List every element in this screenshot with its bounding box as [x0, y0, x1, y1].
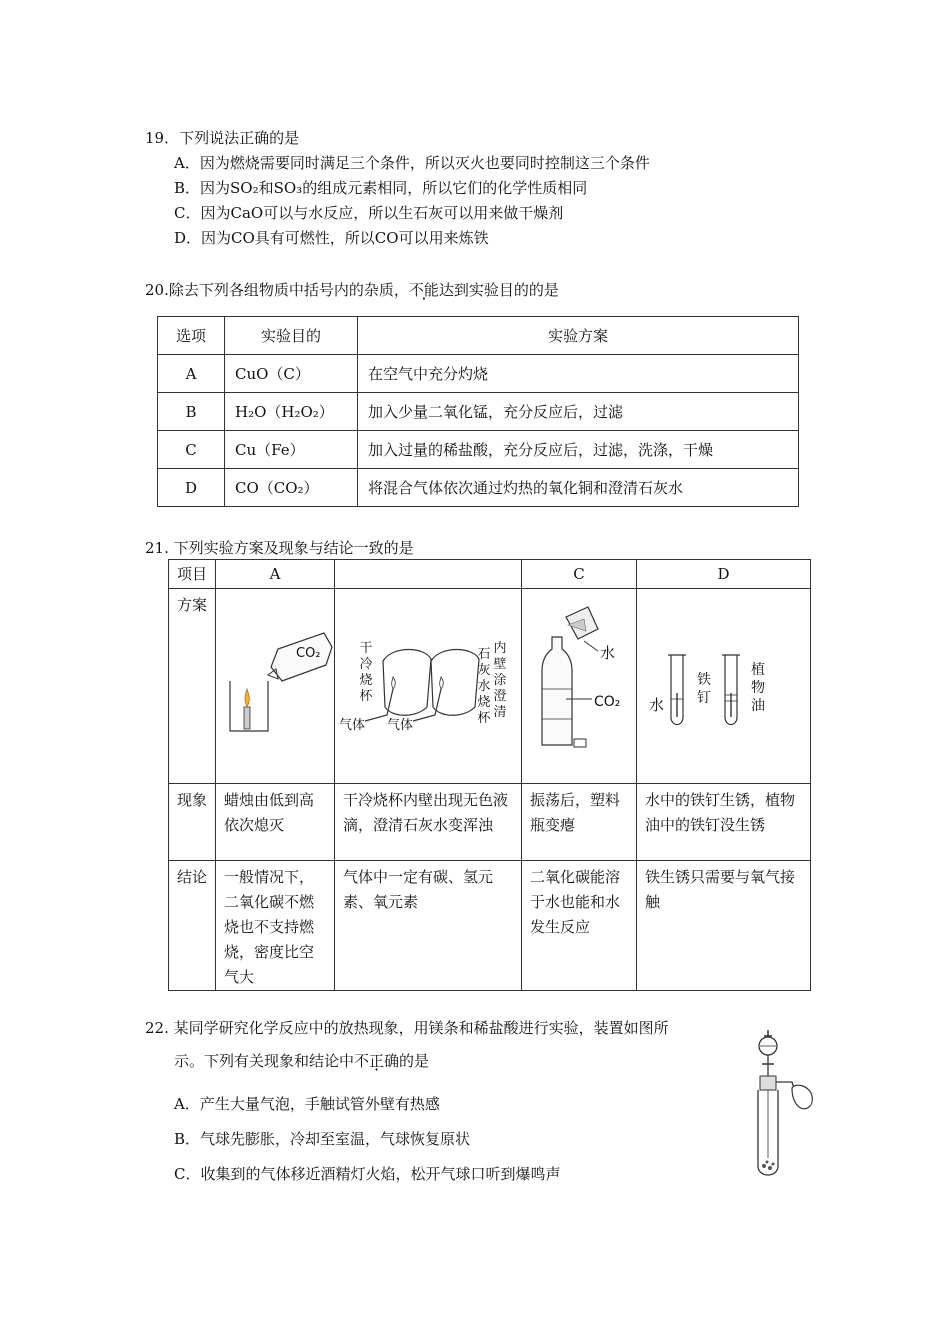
- q20-header-plan: 实验方案: [358, 317, 799, 355]
- q21-phenomenon-d: 水中的铁钉生锈，植物油中的铁钉没生锈: [637, 784, 811, 861]
- label-vegetable-oil: 植物油: [751, 662, 765, 714]
- q21-label-conclusion: 结论: [169, 861, 216, 991]
- q20-row-a-plan: 在空气中充分灼烧: [358, 355, 799, 393]
- q21-phenomenon-a: 蜡烛由低到高依次熄灭: [216, 784, 335, 861]
- table-row: [158, 431, 799, 469]
- q21-stem: 21. 下列实验方案及现象与结论一致的是: [145, 539, 414, 557]
- q19-stem: 19．下列说法正确的是: [145, 129, 300, 147]
- q19-option-d: D．因为CO具有可燃性，所以CO可以用来炼铁: [174, 229, 489, 247]
- q20-row-b-plan: 加入少量二氧化锰，充分反应后，过滤: [358, 393, 799, 431]
- q21-conclusion-c: 二氧化碳能溶于水也能和水发生反应: [522, 861, 637, 991]
- label-gas-2: 气体: [387, 718, 414, 733]
- q21-phenomenon-b: 干冷烧杯内壁出现无色液滴，澄清石灰水变浑浊: [335, 784, 522, 861]
- candle-beaker-diagram: [216, 589, 342, 779]
- q21-diagram-c: [522, 589, 637, 784]
- table-row: [158, 469, 799, 507]
- q20-row-a-goal: CuO（C）: [225, 355, 358, 393]
- label-co2-bottle: CO₂: [296, 646, 321, 661]
- q20-stem-post: 达到实验目的的是: [438, 281, 559, 299]
- q22-stem-line2: [174, 1051, 429, 1071]
- q21-phenomenon-c: 振荡后，塑料瓶变瘪: [522, 784, 637, 861]
- q21-header-d: D: [637, 560, 811, 589]
- q21-conclusion-d: 铁生锈只需要与氧气接触: [637, 861, 811, 991]
- q20-row-d-goal: CO（CO₂）: [225, 469, 358, 507]
- q20-row-b-goal: H₂O（H₂O₂）: [225, 393, 358, 431]
- q22-option-c: C．收集到的气体移近酒精灯火焰，松开气球口听到爆鸣声: [174, 1165, 561, 1183]
- q21-diagram-a: [216, 589, 335, 784]
- label-water-d: 水: [649, 696, 665, 714]
- q22-stem-emphasis: 不正确: [354, 1052, 400, 1070]
- q21-header-item: 项目: [169, 560, 216, 589]
- q21-diagram-b: [335, 589, 522, 784]
- q21-table: [168, 559, 811, 991]
- q20-row-b-option: B: [158, 393, 225, 431]
- q20-header-goal: 实验目的: [225, 317, 358, 355]
- label-gas-1: 气体: [339, 718, 366, 733]
- q21-conclusion-a: 一般情况下，二氧化碳不燃烧也不支持燃烧，密度比空气大: [216, 861, 335, 991]
- q20-row-c-plan: 加入过量的稀盐酸，充分反应后，过滤，洗涤，干燥: [358, 431, 799, 469]
- label-coated-inner-wall: 内壁涂澄清: [493, 641, 507, 720]
- q22-stem-pre: 示。下列有关现象和结论中: [174, 1052, 355, 1070]
- q22-stem-line1: 22. 某同学研究化学反应中的放热现象，用镁条和稀盐酸进行实验，装置如图所: [145, 1019, 669, 1037]
- label-dry-cold-beaker: 干冷烧杯: [359, 641, 373, 704]
- test-tube-balloon-apparatus: [740, 1026, 830, 1182]
- table-row: [158, 355, 799, 393]
- q19-option-a: A．因为燃烧需要同时满足三个条件，所以灭火也要同时控制这三个条件: [174, 154, 650, 172]
- q21-label-plan: 方案: [169, 589, 216, 784]
- label-limewater-beaker: 石灰水烧杯: [477, 647, 491, 726]
- q22-stem-post: 的是: [399, 1052, 430, 1070]
- q21-diagram-d: [637, 589, 811, 784]
- label-iron-nail: 铁钉: [697, 672, 711, 706]
- q21-header-a: A: [216, 560, 335, 589]
- q20-stem-emphasis: 不能: [408, 281, 439, 299]
- q20-row-d-plan: 将混合气体依次通过灼热的氧化铜和澄清石灰水: [358, 469, 799, 507]
- q22-option-a: A．产生大量气泡，手触试管外壁有热感: [174, 1095, 440, 1113]
- q21-header-c: C: [522, 560, 637, 589]
- q19-option-c: C．因为CaO可以与水反应，所以生石灰可以用来做干燥剂: [174, 204, 564, 222]
- table-row: [158, 393, 799, 431]
- q20-table: [157, 316, 799, 507]
- label-co2-bottle-c: CO₂: [594, 694, 621, 710]
- q21-label-phenomenon: 现象: [169, 784, 216, 861]
- plastic-bottle-diagram: [522, 589, 644, 779]
- q20-stem-pre: 20.除去下列各组物质中括号内的杂质，: [145, 281, 409, 299]
- q20-row-a-option: A: [158, 355, 225, 393]
- q21-conclusion-b: 气体中一定有碳、氢元素、氧元素: [335, 861, 522, 991]
- q20-row-d-option: D: [158, 469, 225, 507]
- q22-option-b: B．气球先膨胀，冷却至室温，气球恢复原状: [174, 1130, 471, 1148]
- q21-header-b: [335, 560, 522, 589]
- q19-option-b: B．因为SO₂和SO₃的组成元素相同，所以它们的化学性质相同: [174, 179, 588, 197]
- label-water: 水: [600, 644, 616, 662]
- q20-header-option: 选项: [158, 317, 225, 355]
- q20-row-c-goal: Cu（Fe）: [225, 431, 358, 469]
- q20-stem: [145, 280, 559, 300]
- q20-row-c-option: C: [158, 431, 225, 469]
